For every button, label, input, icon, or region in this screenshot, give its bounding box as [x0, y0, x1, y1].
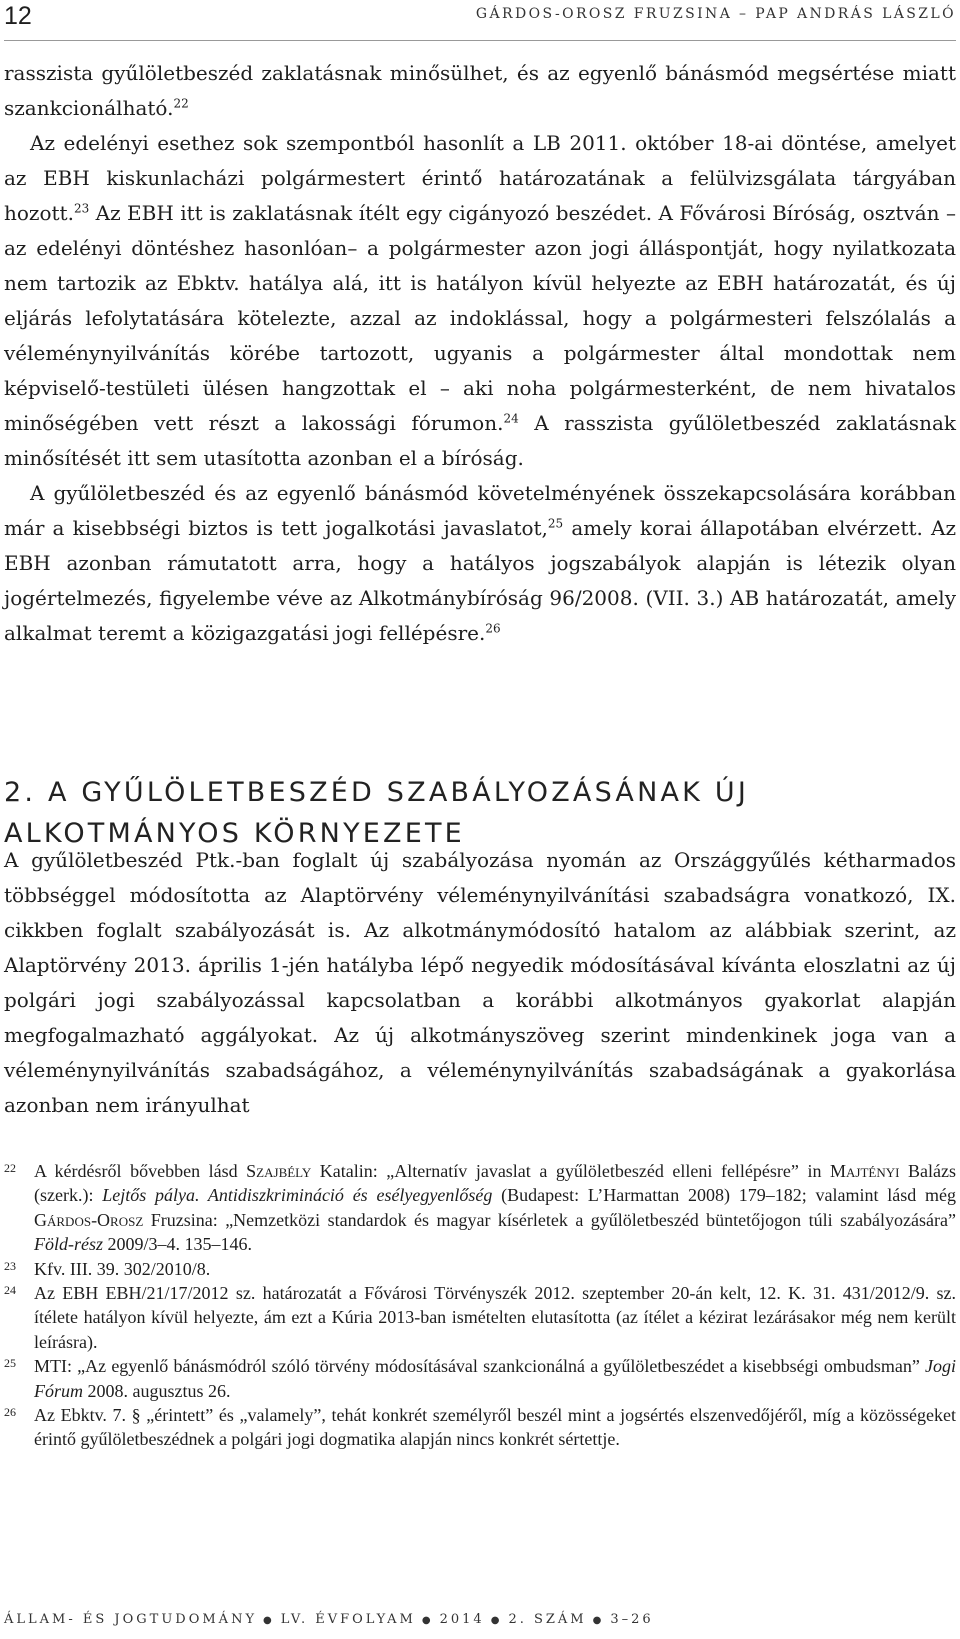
footnote: 25 MTI: „Az egyenlő bánásmódról szóló törvény módosításával szankcionálná a gyűlöletbeszédet a kisebbségi ombudsman” Jogi Fórum 2008. augusztus 26.: [4, 1354, 956, 1403]
footnote-ref[interactable]: 24: [503, 411, 519, 426]
page-footer: ÁLLAM- ÉS JOGTUDOMÁNY ● LV. ÉVFOLYAM ● 2014 ● 2. SZÁM ● 3–26: [4, 1612, 654, 1627]
footnote: 26 Az Ebktv. 7. § „érintett” és „valamely”, tehát konkrét személyről beszél mint a jogsértés elszenvedőjéről, míg a közösségeket érintő gyűlöletbeszédnek a polgári jogi dogmatika alapján nincs konkrét sértettje.: [4, 1403, 956, 1452]
footnote-number: 23: [4, 1258, 16, 1273]
footnote-ref[interactable]: 26: [485, 621, 501, 636]
header-rule: [4, 40, 956, 41]
paragraph: rasszista gyűlöletbeszéd zaklatásnak minősülhet, és az egyenlő bánásmód megsértése miatt szankcionálható.$^{22}$: [4, 61, 956, 120]
section-text: [4, 843, 956, 1123]
running-head: GÁRDOS-OROSZ FRUZSINA – PAP ANDRÁS LÁSZLÓ: [475, 6, 956, 22]
section-heading-line: 2. A GYŰLÖLETBESZÉD SZABÁLYOZÁSÁNAK ÚJ: [4, 777, 749, 808]
journal-pages: 3–26: [610, 1612, 654, 1627]
section-heading: [4, 772, 956, 854]
journal-year: 2014: [439, 1612, 485, 1627]
paragraph: Az edelényi esethez sok szempontból hasonlít a LB 2011. október 18-ai döntése, amelyet az EBH kiskunlacházi polgármestert érintő határozatának a felülvizsgálata tárgyában hozott.$^{23}$ Az EBH itt is zaklatásnak ítélt egy cigányozó beszédet. A Fővárosi Bíróság, osztván – az edelényi döntéshez hasonlóan– a polgármester azon jogi álláspontját, hogy nyilatkozata nem tartozik az Ebktv. hatálya alá, itt is hatályon kívül helyezte az EBH határozatát, és új eljárás lefolytatására kötelezte, azzal az indoklással, hogy a polgármesteri felszólalás a véleménynyilvánítás körébe tartozott, ugyanis a polgármester által mondottak nem képviselő-testületi ülésen hangzottak el – aki noha polgármesterként, de nem hivatalos minőségében vett részt a lakossági fórumon.$^{24}$ A rasszista gyűlöletbeszéd zaklatásnak minősítését itt sem utasította azonban el a bíróság.: [4, 131, 956, 470]
journal-name: ÁLLAM- ÉS JOGTUDOMÁNY: [4, 1612, 258, 1627]
footnote: 23 Kfv. III. 39. 302/2010/8.: [4, 1257, 956, 1281]
paragraph: A gyűlöletbeszéd és az egyenlő bánásmód követelményének összekapcsolására korábban már a kisebbségi biztos is tett jogalkotási javaslatot,$^{25}$ amely korai állapotában elvérzett. Az EBH azonban rámutatott arra, hogy a hatályos jogszabályok alapján is létezik olyan jogértelmezés, figyelembe véve az Alkotmánybíróság 96/2008. (VII. 3.) AB határozatát, amely alkalmat teremt a közigazgatási jogi fellépésre.$^{26}$: [4, 481, 956, 645]
footnote: 22 A kérdésről bővebben lásd Szajbély Katalin: „Alternatív javaslat a gyűlöletbeszéd elleni fellépésre” in Majtényi Balázs (szerk.): Lejtős pálya. Antidiszkrimináció és esélyegyenlőség (Budapest: L’Harmattan 2008) 179–182; valamint lásd még Gárdos-Orosz Fruzsina: „Nemzetközi standardok és magyar kísérletek a gyűlöletbeszéd büntetőjogon túli szabályozására” Föld-rész 2009/3–4. 135–146.: [4, 1159, 956, 1257]
journal-volume: LV. ÉVFOLYAM: [280, 1612, 416, 1627]
footnote-number: 25: [4, 1356, 16, 1371]
journal-issue: 2. SZÁM: [508, 1612, 587, 1627]
page-header: [4, 2, 956, 36]
main-text: [4, 56, 956, 651]
footnote: 24 Az EBH EBH/21/17/2012 sz. határozatát a Fővárosi Törvényszék 2012. szeptember 20-án kelt, 12. K. 31. 431/2012/9. sz. ítélete hatályon kívül helyezte, ám ezt a Kúria 2013-ban ismételten elutasította (az ítélet a kézirat lezárásakor még nem került leírásra).: [4, 1281, 956, 1354]
footnote-ref[interactable]: 23: [73, 201, 90, 216]
section-heading-line: ALKOTMÁNYOS KÖRNYEZETE: [4, 818, 465, 849]
footnotes: [4, 1159, 956, 1452]
footnote-ref[interactable]: 22: [173, 96, 189, 111]
footnote-ref[interactable]: 25: [547, 516, 564, 531]
footnote-number: 22: [4, 1161, 16, 1175]
footnote-number: 26: [4, 1405, 16, 1420]
page-number: 12: [4, 2, 32, 30]
footnote-number: 24: [4, 1283, 16, 1298]
paragraph: A gyűlöletbeszéd Ptk.-ban foglalt új szabályozása nyomán az Országgyűlés kétharmados többséggel módosította az Alaptörvény véleménynyilvánítási szabadságra vonatkozó, IX. cikkben foglalt szabályozását is. Az alkotmánymódosító hatalom az alábbiak szerint, az Alaptörvény 2013. április 1-jén hatályba lépő negyedik módosításával kívánta eloszlatni az új polgári jogi szabályozással kapcsolatban a korábbi alkotmányos gyakorlat alapján megfogalmazható aggályokat. Az új alkotmányszöveg szerint mindenkinek joga van a véleménynyilvánítás szabadságához, a véleménynyilvánítás szabadságának a gyakorlása azonban nem irányulhat: [4, 848, 956, 1117]
